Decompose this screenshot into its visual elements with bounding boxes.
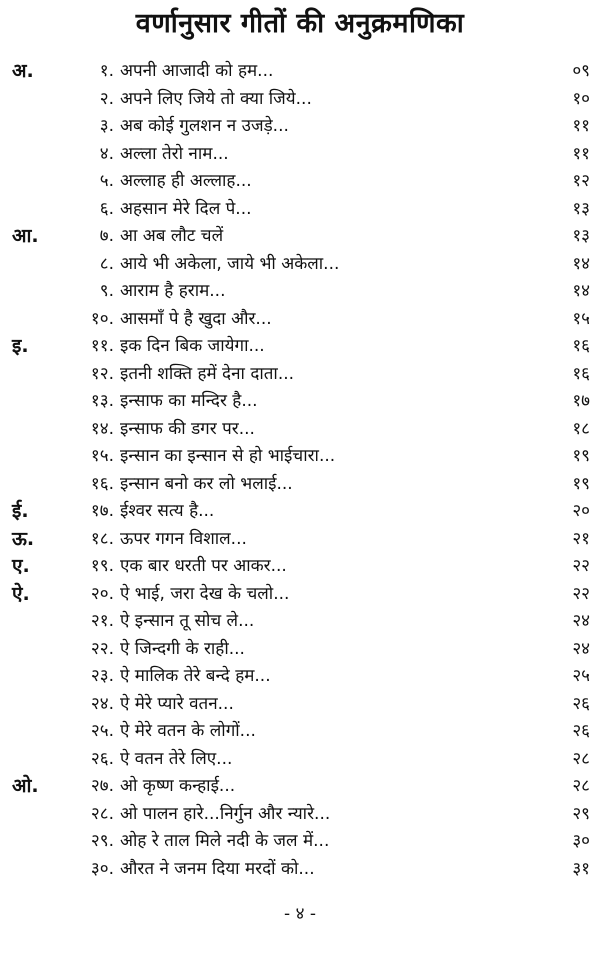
index-entry	[0, 196, 600, 224]
song-title: ओ कृष्ण कन्हाई...	[120, 776, 236, 796]
song-title: ओ पालन हारे...निर्गुन और न्यारे...	[120, 803, 331, 824]
page-number: ३०	[572, 831, 590, 851]
song-title: ऐ भाई, जरा देख के चलो...	[120, 583, 290, 604]
page-number: २५	[572, 666, 590, 686]
song-title: आये भी अकेला, जाये भी अकेला...	[120, 253, 340, 274]
entry-number: २४.	[90, 693, 114, 714]
entry-number: २६.	[90, 748, 114, 769]
index-entry	[0, 828, 600, 856]
song-title: अपने लिए जिये तो क्या जिये...	[120, 88, 312, 109]
index-entry	[0, 553, 600, 581]
song-title: ऐ इन्सान तू सोच ले...	[120, 611, 255, 631]
entry-number: ३०.	[90, 858, 114, 879]
song-title: एक बार धरती पर आकर...	[120, 556, 287, 576]
index-entry	[0, 113, 600, 141]
entry-number: २७.	[90, 776, 114, 796]
entry-number: १५.	[90, 446, 114, 466]
entry-number: ११.	[90, 336, 114, 356]
page-number: १३	[572, 198, 590, 219]
song-title: इन्साफ का मन्दिर है...	[120, 391, 258, 411]
entry-number: ८.	[99, 253, 114, 274]
entry-number: १९.	[90, 556, 114, 576]
section-letter: अ.	[12, 60, 34, 82]
song-title: औरत ने जनम दिया मरदों को...	[120, 858, 315, 879]
entry-number: २३.	[90, 666, 114, 686]
page-number: २४	[572, 611, 590, 631]
entry-number: ३.	[99, 116, 114, 136]
index-entry	[0, 746, 600, 774]
song-title: इन्साफ की डगर पर...	[120, 418, 255, 439]
index-entry	[0, 663, 600, 691]
section-letter: ऐ.	[12, 582, 30, 605]
song-title: ओह रे ताल मिले नदी के जल में...	[120, 831, 330, 851]
index-entry	[0, 608, 600, 636]
song-title: आराम है हराम...	[120, 281, 226, 301]
entry-number: १२.	[90, 363, 114, 384]
page-number: ११	[572, 143, 590, 164]
entry-number: १३.	[90, 391, 114, 411]
page-number: १३	[572, 226, 590, 246]
index-entry	[0, 361, 600, 389]
index-entry	[0, 856, 600, 884]
page-number: ३१	[572, 858, 590, 879]
page-number: ११	[572, 116, 590, 136]
song-title: इन्सान बनो कर लो भलाई...	[120, 473, 293, 494]
index-entry	[0, 223, 600, 251]
entry-number: २९.	[90, 831, 114, 851]
page-number: २१	[572, 528, 590, 549]
index-entry	[0, 636, 600, 664]
page-number: २४	[572, 638, 590, 659]
entry-number: २.	[99, 88, 114, 109]
page-number: १४	[572, 253, 590, 274]
page-number: १४	[572, 281, 590, 301]
index-entry	[0, 141, 600, 169]
page-number: ०९	[572, 61, 590, 81]
song-title: अल्ला तेरो नाम...	[120, 143, 229, 164]
entry-number: १८.	[90, 528, 114, 549]
entry-number: १.	[99, 61, 114, 81]
entry-number: ६.	[99, 198, 114, 219]
song-title: अल्लाह ही अल्लाह...	[120, 171, 252, 191]
entry-number: २१.	[90, 611, 114, 631]
section-letter: आ.	[12, 225, 39, 247]
entry-number: २८.	[90, 803, 114, 824]
entry-number: ९.	[99, 281, 114, 301]
song-title: अहसान मेरे दिल पे...	[120, 198, 252, 219]
entry-number: १४.	[90, 418, 114, 439]
page-number: २०	[572, 501, 590, 521]
index-entry	[0, 691, 600, 719]
page-number-footer: - ४ -	[284, 904, 316, 924]
index-entry	[0, 168, 600, 196]
section-letter: इ.	[12, 335, 29, 357]
page-number: १९	[572, 473, 590, 494]
page-number: १९	[572, 446, 590, 466]
song-title: ऊपर गगन विशाल...	[120, 528, 247, 549]
section-letter: ऊ.	[12, 527, 35, 550]
index-entry	[0, 306, 600, 334]
entry-number: २०.	[90, 583, 114, 604]
song-title: ईश्वर सत्य है...	[120, 501, 215, 521]
song-title: आसमाँ पे है खुदा और...	[120, 308, 272, 329]
song-title: अपनी आजादी को हम...	[120, 61, 274, 81]
index-entry	[0, 278, 600, 306]
index-entry	[0, 86, 600, 114]
song-title: ऐ मेरे वतन के लोगों...	[120, 721, 256, 741]
index-entry	[0, 388, 600, 416]
song-title: इतनी शक्ति हमें देना दाता...	[120, 363, 295, 384]
song-title: अब कोई गुलशन न उजड़े...	[120, 116, 289, 136]
song-title: ऐ मालिक तेरे बन्दे हम...	[120, 666, 271, 686]
page-number: २२	[572, 583, 590, 604]
index-entry	[0, 498, 600, 526]
entry-number: १७.	[90, 501, 114, 521]
page-number: २२	[572, 556, 590, 576]
entry-number: ४.	[99, 143, 114, 164]
index-entry	[0, 801, 600, 829]
page-number: २६	[572, 721, 590, 741]
song-title: ऐ मेरे प्यारे वतन...	[120, 693, 234, 714]
song-title: ऐ वतन तेरे लिए...	[120, 748, 233, 769]
page-number: १२	[572, 171, 590, 191]
page-number: १६	[572, 363, 590, 384]
index-entry	[0, 526, 600, 554]
page-number: १८	[572, 418, 590, 439]
page-number: १७	[572, 391, 590, 411]
page-number: १०	[572, 88, 590, 109]
index-entry	[0, 718, 600, 746]
page-title: वर्णानुसार गीतों की अनुक्रमणिका	[135, 8, 465, 39]
section-letter: ओ.	[12, 775, 39, 797]
section-letter: ए.	[12, 555, 30, 577]
index-entry	[0, 58, 600, 86]
index-entry	[0, 773, 600, 801]
song-title: इन्सान का इन्सान से हो भाईचारा...	[120, 446, 336, 466]
page-number: २८	[572, 776, 590, 796]
page-number: १६	[572, 336, 590, 356]
index-entry	[0, 443, 600, 471]
page-number: २८	[572, 748, 590, 769]
entry-number: ७.	[99, 226, 114, 246]
index-entry	[0, 581, 600, 609]
entry-number: १०.	[90, 308, 114, 329]
section-letter: ई.	[12, 500, 29, 522]
song-title: ऐ जिन्दगी के राही...	[120, 638, 245, 659]
entry-number: ५.	[99, 171, 114, 191]
song-title: इक दिन बिक जायेगा...	[120, 336, 265, 356]
entry-number: २५.	[90, 721, 114, 741]
index-entry	[0, 333, 600, 361]
song-index-list	[0, 58, 600, 883]
entry-number: १६.	[90, 473, 114, 494]
entry-number: २२.	[90, 638, 114, 659]
page-number: २६	[572, 693, 590, 714]
page-number: २९	[572, 803, 590, 824]
page-number: १५	[572, 308, 590, 329]
index-entry	[0, 471, 600, 499]
index-entry	[0, 251, 600, 279]
index-entry	[0, 416, 600, 444]
song-title: आ अब लौट चलें	[120, 226, 224, 246]
